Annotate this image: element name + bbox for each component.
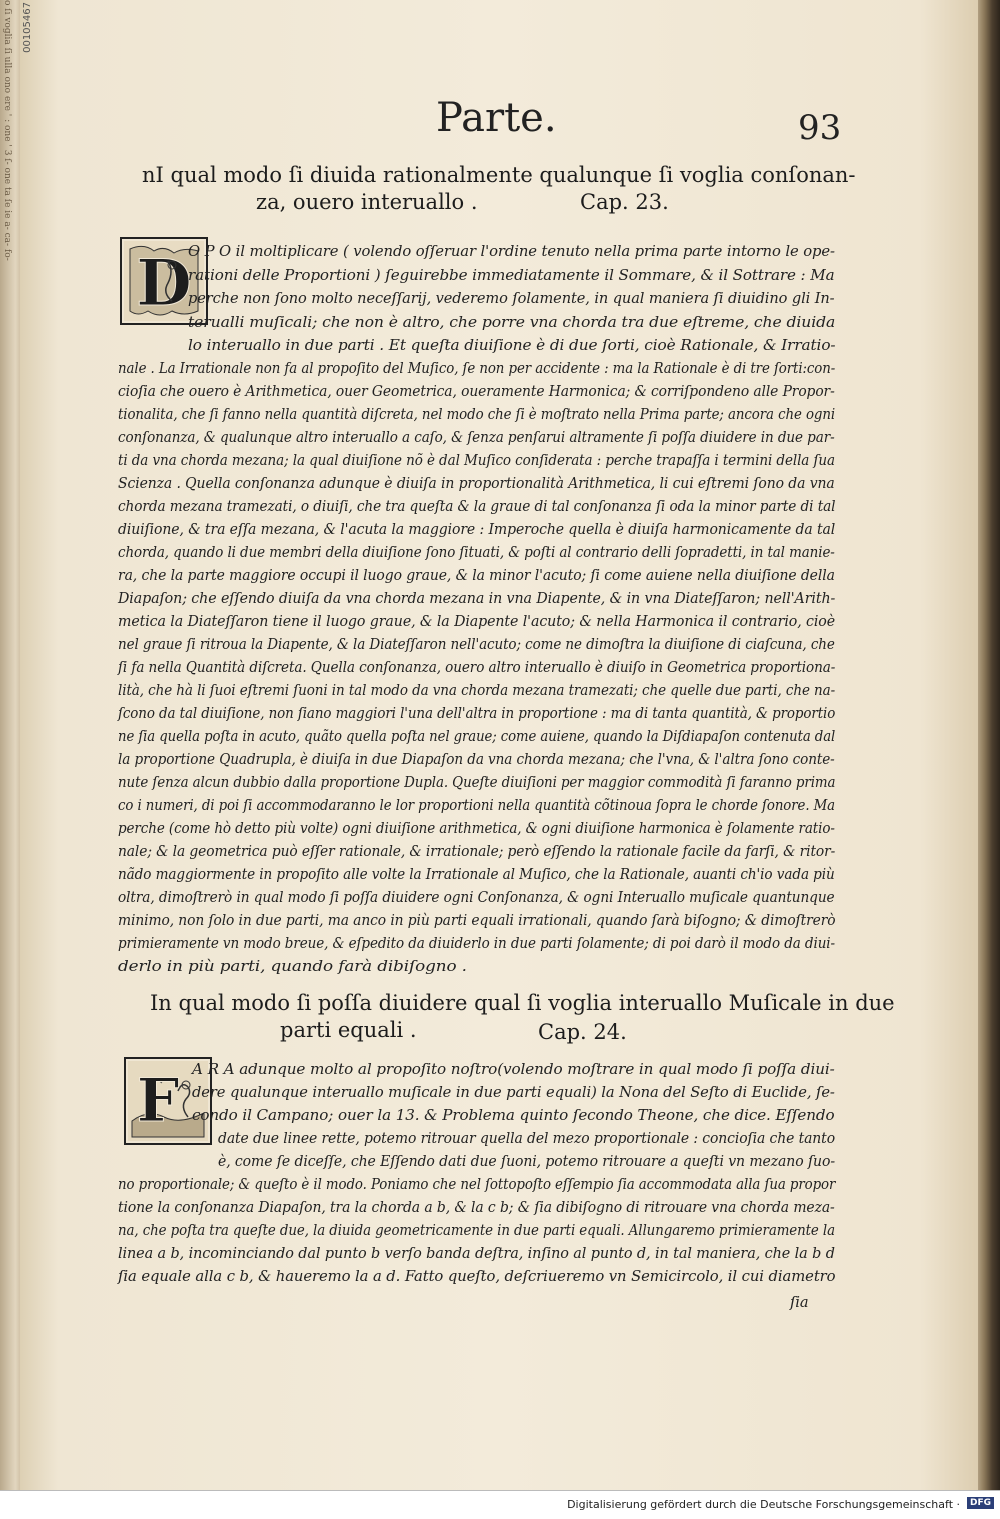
- text-line: tione la conſonanza Diapaſon, tra la chorda a b, & la c b; & ſia dibiſogno di ritrouare vna chorda meza-: [118, 1199, 835, 1216]
- text-line: metica la Diateſſaron tiene il luogo graue, & la Diapente l'acuto; & nella Harmonica il contrario, cioè: [118, 613, 836, 630]
- text-line: date due linee rette, potemo ritrouar quella del mezo proportionale : concioſia che tanto: [218, 1130, 835, 1147]
- text-line: condo il Campano; ouer la 13. & Problema quinto ſecondo Theone, che dice. Eſſendo: [192, 1107, 835, 1124]
- text-line: primieramente vn modo breue, & eſpedito da diuiderlo in due parti ſolamente; di poi darò il modo da diui-: [118, 935, 835, 952]
- folio-number: 93: [798, 108, 842, 148]
- text-line: ſcono da tal diuiſione, non ſiano maggiori l'una dell'altra in proportione : ma di tanta quantità, & proportio: [118, 705, 836, 722]
- facing-page-text: o ſi voglia ſi ulla ono ere ' : one ' 3 ſ- one ta ſe ie a- ca- fo-: [2, 0, 12, 261]
- book-page: [20, 0, 978, 1490]
- chapter-23-title-line-1: nI qual modo ſi diuida rationalmente qualunque ſi voglia conſonan-: [142, 163, 856, 187]
- text-line: chorda, quando li due membri della diuiſione ſono ſituati, & poſti al contrario delli ſopradetti, in tal manie-: [118, 544, 835, 561]
- text-line: linea a b, incominciando dal punto b verſo banda deſtra, inſino al punto d, in tal maniera, che la b d: [118, 1245, 835, 1262]
- text-line: terualli muſicali; che non è altro, che porre vna chorda tra due eſtreme, che diuida: [188, 314, 836, 331]
- text-line: è, come ſe diceſſe, che Eſſendo dati due ſuoni, potemo ritrouare a queſti vn mezano ſuo-: [218, 1153, 835, 1170]
- text-line: la proportione Quadrupla, è diuiſa in due Diapaſon da vna chorda mezana; che l'vna, & l'altra ſono conte-: [118, 751, 835, 768]
- text-line: lità, che hà li ſuoi eſtremi ſuoni in tal modo da vna chorda mezana tramezati; che quelle due parti, che na-: [118, 682, 836, 699]
- text-line: A R A adunque molto al propoſito noſtro(volendo moſtrare in qual modo ſi poſſa diui-: [192, 1061, 835, 1078]
- text-line: no proportionale; & queſto è il modo. Poniamo che nel ſottopoſto eſſempio ſia accommodata alla ſua propor: [118, 1176, 836, 1193]
- text-line: oltra, dimoſtrerò in qual modo ſi poſſa diuidere ogni Conſonanza, & ogni Interuallo muſicale quantunque: [118, 889, 835, 906]
- text-line: diuiſione, & tra eſſa mezana, & l'acuta la maggiore : Imperoche quella è diuiſa harmonicamente da tal: [118, 521, 836, 538]
- svg-text:F: F: [136, 1066, 180, 1136]
- text-line: Diapaſon; che eſſendo diuiſa da vna chorda mezana in vna Diapente, & in vna Diateſſaron; nell'Arith-: [118, 590, 836, 607]
- text-line: ſi fa nella Quantità diſcreta. Quella conſonanza, ouero altro interuallo è diuiſo in Geometrica proportiona-: [118, 659, 836, 676]
- text-line: cioſia che ouero è Arithmetica, ouer Geometrica, oueramente Harmonica; & corriſpondeno alle Propor-: [118, 383, 835, 400]
- chapter-24-cap-number: Cap. 24.: [538, 1020, 627, 1044]
- shelfmark: 00105467: [22, 2, 33, 53]
- text-line: dere qualunque interuallo muſicale in due parti equali) la Nona del Seſto di Euclide, ſe-: [192, 1084, 835, 1101]
- text-line: perche non ſono molto neceſſarij, vederemo ſolamente, in qual maniera ſi diuidino gli In-: [188, 290, 835, 307]
- text-line: perche (come hò detto più volte) ogni diuiſione arithmetica, & ogni diuiſione harmonica è ſolamente ratio-: [118, 820, 835, 837]
- text-line: nale; & la geometrica può eſſer rationale, & irrationale; però eſſendo la rationale facile da farſi, & ritor-: [118, 843, 836, 860]
- footer-bar: [0, 1490, 1000, 1519]
- text-line: ti da vna chorda mezana; la qual diuiſione nõ è dal Muſico conſiderata : perche trapaſſa i termini della ſua: [118, 452, 835, 469]
- text-line: ra, che la parte maggiore occupi il luogo graue, & la minor l'acuto; ſi come auiene nella diuiſione della: [118, 567, 835, 584]
- chapter-23-cap-number: Cap. 23.: [580, 190, 669, 214]
- footer-credit: Digitalisierung gefördert durch die Deutsche Forschungsgemeinschaft ·: [567, 1498, 960, 1511]
- text-line: minimo, non ſolo in due parti, ma anco in più parti equali irrationali, quando ſarà biſogno; & dimoſtrerò: [118, 912, 836, 929]
- text-line: chorda mezana tramezati, o diuiſi, che tra queſta & la graue di tal conſonanza ſi oda la minor parte di tal: [118, 498, 836, 515]
- chapter-23-title-line-2: za, ouero interuallo .: [256, 190, 478, 214]
- text-line: na, che poſta tra queſte due, la diuida geometricamente in due parti equali. Allungaremo primieramente la: [118, 1222, 835, 1239]
- running-head: Parte.: [436, 95, 557, 141]
- text-line: rationi delle Proportioni ) ſeguirebbe immediatamente il Sommare, & il Sottrare : Ma: [188, 267, 835, 284]
- text-line: tionalita, che ſi fanno nella quantità diſcreta, nel modo che ſi è moſtrato nella Prima parte; ancora che ogni: [118, 406, 836, 423]
- text-line: nãdo maggiormente in propoſito alle volte la Irrationale al Muſico, che la Rationale, auanti ch'io vada più: [118, 866, 835, 883]
- svg-text:D: D: [136, 246, 192, 321]
- text-line: ne ſia quella poſta in acuto, quãto quella poſta nel graue; come auiene, quando la Diſdiapaſon contenuta dal: [118, 728, 836, 745]
- dfg-logo-icon: DFG: [967, 1497, 994, 1509]
- text-line: nute ſenza alcun dubbio dalla proportione Dupla. Queſte diuiſioni per maggior commodità ſi faranno prima: [118, 774, 836, 791]
- text-line: Scienza . Quella conſonanza adunque è diuiſa in proportionalità Arithmetica, li cui eſtremi ſono da vna: [118, 475, 835, 492]
- text-line: lo interuallo in due parti . Et queſta diuiſione è di due ſorti, cioè Rationale, & Irratio-: [188, 337, 836, 354]
- text-line: O P O il moltiplicare ( volendo oſſeruar l'ordine tenuto nella prima parte intorno le ope-: [188, 243, 835, 260]
- text-line: nale . La Irrationale non fa al propoſito del Muſico, ſe non per accidente : ma la Rationale è di tre ſorti:con-: [118, 360, 836, 377]
- chapter-24-title-line-2: parti equali .: [280, 1018, 417, 1042]
- text-line: derlo in più parti, quando farà dibiſogno .: [118, 958, 467, 975]
- facing-page-edge: [0, 0, 22, 1490]
- text-line: nel graue ſi ritroua la Diapente, & la Diateſſaron nell'acuto; come ne dimoſtra la diuiſione di ciaſcuna, che: [118, 636, 835, 653]
- catchword: ſia: [790, 1294, 809, 1311]
- text-line: conſonanza, & qualunque altro interuallo a caſo, & ſenza penſarui altramente ſi poſſa diuidere in due par-: [118, 429, 835, 446]
- text-line: co i numeri, di poi ſi accommodaranno le lor proportioni nella quantità cõtinoua ſopra le chorde ſonore. Ma: [118, 797, 836, 814]
- text-line: ſia equale alla c b, & haueremo la a d. Fatto queſto, deſcriueremo vn Semicircolo, il cui diametro: [118, 1268, 836, 1285]
- chapter-24-title-line-1: In qual modo ſi poſſa diuidere qual ſi voglia interuallo Muſicale in due: [150, 991, 895, 1015]
